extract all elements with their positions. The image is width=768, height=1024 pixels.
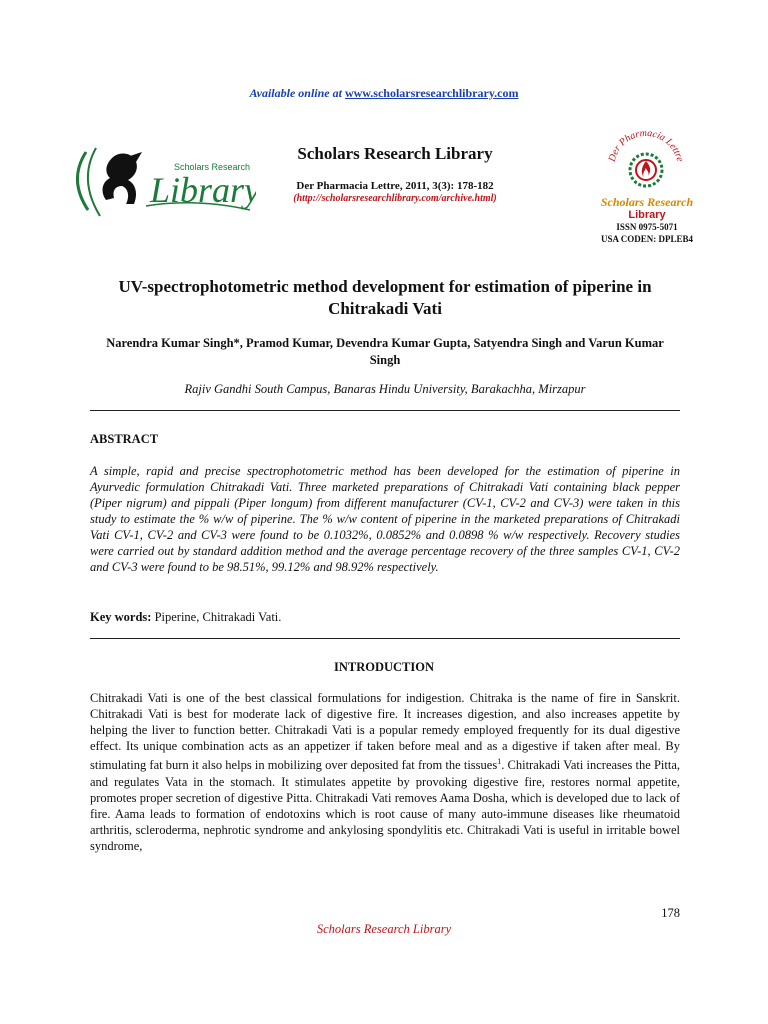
abstract-text: A simple, rapid and precise spectrophotometric method has been developed for the estimation of piperine in Ayurvedic formulation Chitrakadi Vati. Three marketed preparations of Chitrakadi Vati containing black pepper (Piper nigrum) and pippali (Piper longum) from different manufacturer (CV-1, CV-2 and CV-3) were taken in this study to estimate the % w/w of piperine. The % w/w content of piperine in the marketed preparations of Chitrakadi Vati CV-1, CV-2 and CV-3 were found to be 0.1032%, 0.0852% and 0.0898 % w/w respectively. Recovery studies were carried out by standard addition method and the average percentage recovery of the three samples CV-1, CV-2 and CV-3 were found to be 98.51%, 99.12% and 98.92% respectively.	[90, 464, 680, 574]
reference-marker: 1	[497, 757, 502, 767]
footer-publisher: Scholars Research Library	[316, 922, 452, 936]
abstract-heading: ABSTRACT	[90, 432, 159, 446]
scholars-library-logo	[66, 140, 256, 222]
introduction-heading: INTRODUCTION	[333, 660, 434, 674]
svg-text:Der Pharmacia Lettre	[606, 128, 685, 164]
keywords-text: Piperine, Chitrakadi Vati.	[151, 610, 282, 624]
der-pharmacia-lettre-logo	[604, 128, 688, 190]
divider	[90, 638, 680, 639]
divider	[90, 410, 680, 411]
keywords	[90, 610, 680, 625]
introduction-text	[90, 690, 680, 854]
left-logo-big-text: Library	[150, 170, 256, 210]
journal-name: Scholars Research Library	[297, 144, 493, 163]
coden: USA CODEN: DPLEB4	[600, 234, 693, 244]
journal-citation: Der Pharmacia Lettre, 2011, 3(3): 178-182	[296, 180, 494, 192]
author-list: Narendra Kumar Singh*, Pramod Kumar, Devendra Kumar Gupta, Satyendra Singh and Varun Kumar Singh	[106, 336, 664, 367]
right-logo-text: Scholars Research	[600, 195, 694, 209]
keywords-label: Key words:	[90, 610, 152, 624]
affiliation: Rajiv Gandhi South Campus, Banaras Hindu University, Barakachha, Mirzapur	[184, 382, 586, 396]
article-title: UV-spectrophotometric method development for estimation of piperine in Chitrakadi Vati	[118, 277, 652, 318]
der-pharmacia-lettre-logo-graphic	[604, 128, 688, 190]
right-logo-subtext: Library	[628, 209, 666, 221]
page-number: 178	[661, 906, 680, 920]
journal-website-link[interactable]: www.scholarsresearchlibrary.com	[344, 86, 519, 100]
left-logo-small-text: Scholars Research	[174, 162, 251, 172]
scholars-library-logo-graphic	[66, 140, 256, 222]
journal-archive-url: (http://scholarsresearchlibrary.com/archive.html)	[293, 193, 497, 204]
issn: ISSN 0975-5071	[616, 222, 678, 232]
introduction-text-part-1: Chitrakadi Vati is one of the best classical formulations for indigestion. Chitraka is the name of fire in Sanskrit. Chitrakadi Vati is best for moderate lack of digestive fire. It increases digestion, and also increases appetite by helping the liver to function better. Chitrakadi Vati is a popular remedy employed frequently for its dual digestive effect. Its unique combination acts as an appetizer if taken before meal and as a digestive if taken after meal. By stimulating fat burn it also helps in mobilizing over deposited fat from the tissues	[90, 691, 680, 773]
introduction-text-part-2: . Chitrakadi Vati increases the Pitta, and regulates Vata in the stomach. It stimulates appetite by provoking digestive fire, restores normal appetite, promotes proper secretion of digestive Pitta. Chitrakadi Vati removes Aama Dosha, which is developed due to lack of fire. Aama leads to formation of endotoxins which is root cause of many auto-immune diseases like rheumatoid arthritis, scleroderma, nephrotic syndrome and ankylosing spondylitis etc. Chitrakadi Vati is useful in irritable bowel syndrome,	[90, 758, 681, 853]
right-logo-arc-text: Der Pharmacia Lettre	[606, 128, 686, 164]
availability-prefix: Available online at	[249, 86, 345, 100]
availability-line	[0, 86, 768, 101]
